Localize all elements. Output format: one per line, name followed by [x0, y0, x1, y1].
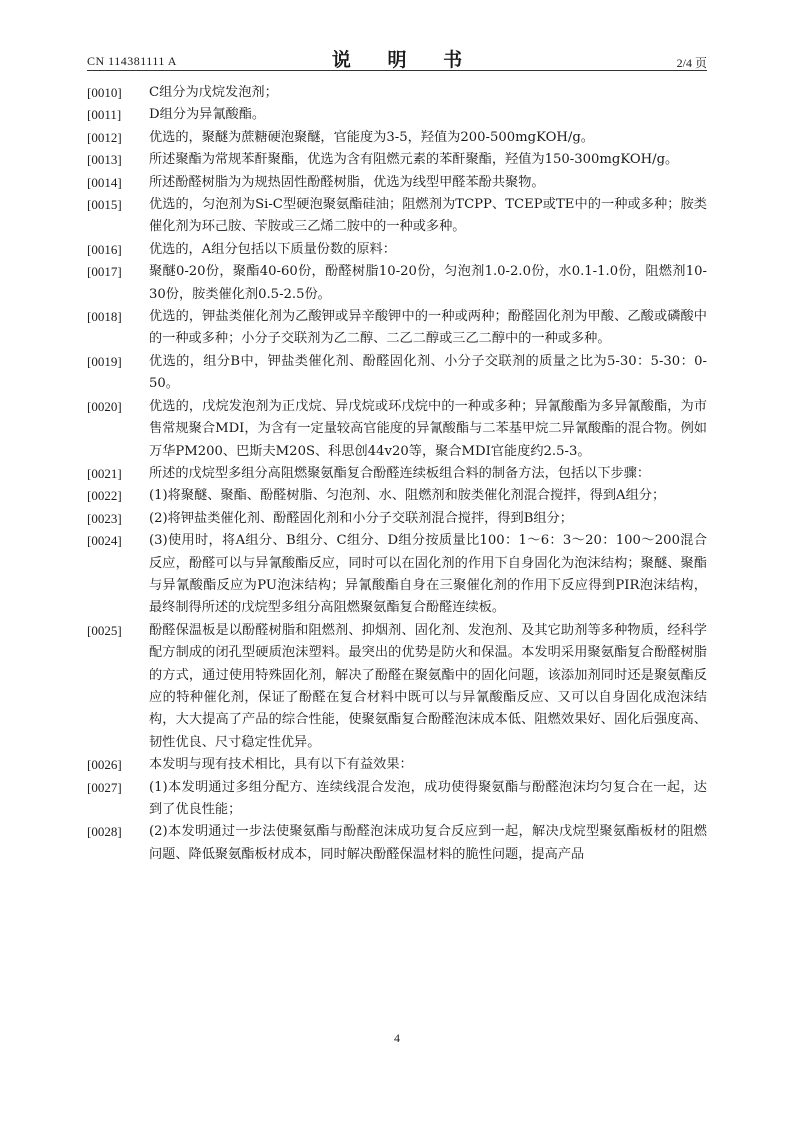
- paragraph-number: [0014]: [87, 174, 122, 190]
- paragraph-text: (3)使用时，将A组分、B组分、C组分、D组分按质量比100：1～6：3～20：100～200混合反应，酚醛可以与异氰酸酯反应，同时可以在固化剂的作用下自身固化为泡沫结构；聚醚、聚酯与异氰酸酯反应为PU泡沫结构；异氰酸酯自身在三聚催化剂的作用下反应得到PIR泡沫结构，最终制得所述的戊烷型多组分高阻燃聚氨酯复合酚醛连续板。: [149, 533, 707, 616]
- paragraph-text: 优选的，聚醚为蔗糖硬泡聚醚，官能度为3-5，羟值为200-500mgKOH/g。: [149, 129, 594, 145]
- paragraph-text: 优选的，匀泡剂为Si-C型硬泡聚氨酯硅油；阻燃剂为TCPP、TCEP或TE中的一种或多种；胺类催化剂为环己胺、苄胺或三乙烯二胺中的一种或多种。: [149, 197, 707, 235]
- page-indicator: 2/4 页: [676, 56, 707, 70]
- page-header: [87, 40, 707, 71]
- paragraph: [87, 306, 707, 351]
- paragraph-number: [0020]: [87, 398, 122, 414]
- paragraph-text: (2)将钾盐类催化剂、酚醛固化剂和小分子交联剂混合搅拌，得到B组分；: [149, 510, 573, 526]
- paragraph: [87, 194, 707, 239]
- paragraph: [87, 821, 707, 866]
- paragraph: [87, 530, 707, 620]
- paragraph-text: 所述聚酯为常规苯酐聚酯，优选为含有阻燃元素的苯酐聚酯，羟值为150-300mgKOH/g。: [149, 152, 679, 168]
- paragraph-number: [0017]: [87, 264, 122, 280]
- paragraph-text: 所述酚醛树脂为为规热固性酚醛树脂，优选为线型甲醛苯酚共聚物。: [149, 174, 545, 190]
- paragraph: [87, 463, 707, 485]
- paragraph-text: (2)本发明通过一步法使聚氨酯与酚醛泡沫成功复合反应到一起，解决戊烷型聚氨酯板材的阻燃问题、降低聚氨酯板材成本，同时解决酚醛保温材料的脆性问题，提高产品: [149, 824, 707, 862]
- paragraph: [87, 261, 707, 306]
- paragraph-text: (1)将聚醚、聚酯、酚醛树脂、匀泡剂、水、阻燃剂和胺类催化剂混合搅拌，得到A组分；: [149, 488, 666, 504]
- paragraph: [87, 104, 707, 126]
- paragraph-number: [0027]: [87, 779, 122, 795]
- paragraph-number: [0012]: [87, 129, 122, 145]
- paragraph-number: [0026]: [87, 757, 122, 773]
- paragraph: [87, 351, 707, 396]
- paragraph-number: [0019]: [87, 353, 122, 369]
- paragraph: [87, 239, 707, 261]
- paragraph-number: [0013]: [87, 152, 122, 168]
- paragraph-text: 优选的，组分B中，钾盐类催化剂、酚醛固化剂、小分子交联剂的质量之比为5-30：5-30：0-50。: [149, 353, 707, 392]
- paragraph: [87, 396, 707, 463]
- paragraph-text: D组分为异氰酸酯。: [149, 107, 266, 123]
- paragraph: [87, 172, 707, 194]
- paragraph-text: 优选的，戊烷发泡剂为正戊烷、异戊烷或环戊烷中的一种或多种；异氰酸酯为多异氰酸酯，为市售常规聚合MDI，为含有一定量较高官能度的异氰酸酯与二苯基甲烷二异氰酸酯的混合物。例如万华PM200、巴斯夫M20S、科思创44v20等，聚合MDI官能度约2.5-3。: [149, 398, 707, 459]
- document-body: [87, 82, 707, 866]
- paragraph-number: [0023]: [87, 510, 122, 526]
- paragraph-number: [0025]: [87, 622, 122, 638]
- paragraph-text: 酚醛保温板是以酚醛树脂和阻燃剂、抑烟剂、固化剂、发泡剂、及其它助剂等多种物质，经科学配方制成的闭孔型硬质泡沫塑料。最突出的优势是防火和保温。本发明采用聚氨酯复合酚醛树脂的方式，通过使用特殊固化剂，解决了酚醛在聚氨酯中的固化问题，该添加剂同时还是聚氨酯反应的特种催化剂，保证了酚醛在复合材料中既可以与异氰酸酯反应、又可以自身固化成泡沫结构，大大提高了产品的综合性能，使聚氨酯复合酚醛泡沫成本低、阻燃效果好、固化后强度高、韧性优良、尺寸稳定性优异。: [149, 622, 707, 750]
- paragraph-text: 本发明与现有技术相比，具有以下有益效果：: [149, 757, 413, 773]
- paragraph: [87, 485, 707, 507]
- paragraph-number: [0021]: [87, 465, 122, 481]
- paragraph-text: C组分为戊烷发泡剂；: [149, 85, 278, 100]
- paragraph: [87, 149, 707, 171]
- paragraph-number: [0010]: [87, 85, 122, 100]
- paragraph-text: 所述的戊烷型多组分高阻燃聚氨酯复合酚醛连续板组合料的制备方法，包括以下步骤：: [149, 465, 651, 481]
- paragraph: [87, 620, 707, 754]
- paragraph: [87, 777, 707, 822]
- paragraph-text: 优选的，A组分包括以下质量份数的原料：: [149, 241, 396, 257]
- paragraph-text: (1)本发明通过多组分配方、连续线混合发泡，成功使得聚氨酯与酚醛泡沫均匀复合在一起，达到了优良性能；: [149, 779, 707, 817]
- paragraph-number: [0024]: [87, 533, 122, 549]
- paragraph-text: 优选的，钾盐类催化剂为乙酸钾或异辛酸钾中的一种或两种；酚醛固化剂为甲酸、乙酸或磷酸中的一种或多种；小分子交联剂为乙二醇、二乙二醇或三乙二醇中的一种或多种。: [149, 309, 707, 347]
- paragraph-number: [0028]: [87, 824, 122, 840]
- paragraph-number: [0015]: [87, 197, 122, 213]
- paragraph: [87, 127, 707, 149]
- paragraph-number: [0011]: [87, 107, 122, 123]
- paragraph-number: [0022]: [87, 488, 122, 504]
- paragraph-text: 聚醚0-20份，聚酯40-60份，酚醛树脂10-20份，匀泡剂1.0-2.0份，水0.1-1.0份，阻燃剂10-30份，胺类催化剂0.5-2.5份。: [149, 264, 707, 302]
- paragraph: [87, 754, 707, 776]
- paragraph: [87, 82, 707, 104]
- paragraph: [87, 508, 707, 530]
- document-title: 说 明 书: [331, 49, 478, 71]
- page-number: 4: [394, 1031, 400, 1045]
- publication-number: CN 114381111 A: [87, 54, 177, 68]
- paragraph-number: [0016]: [87, 241, 122, 257]
- paragraph-number: [0018]: [87, 309, 122, 325]
